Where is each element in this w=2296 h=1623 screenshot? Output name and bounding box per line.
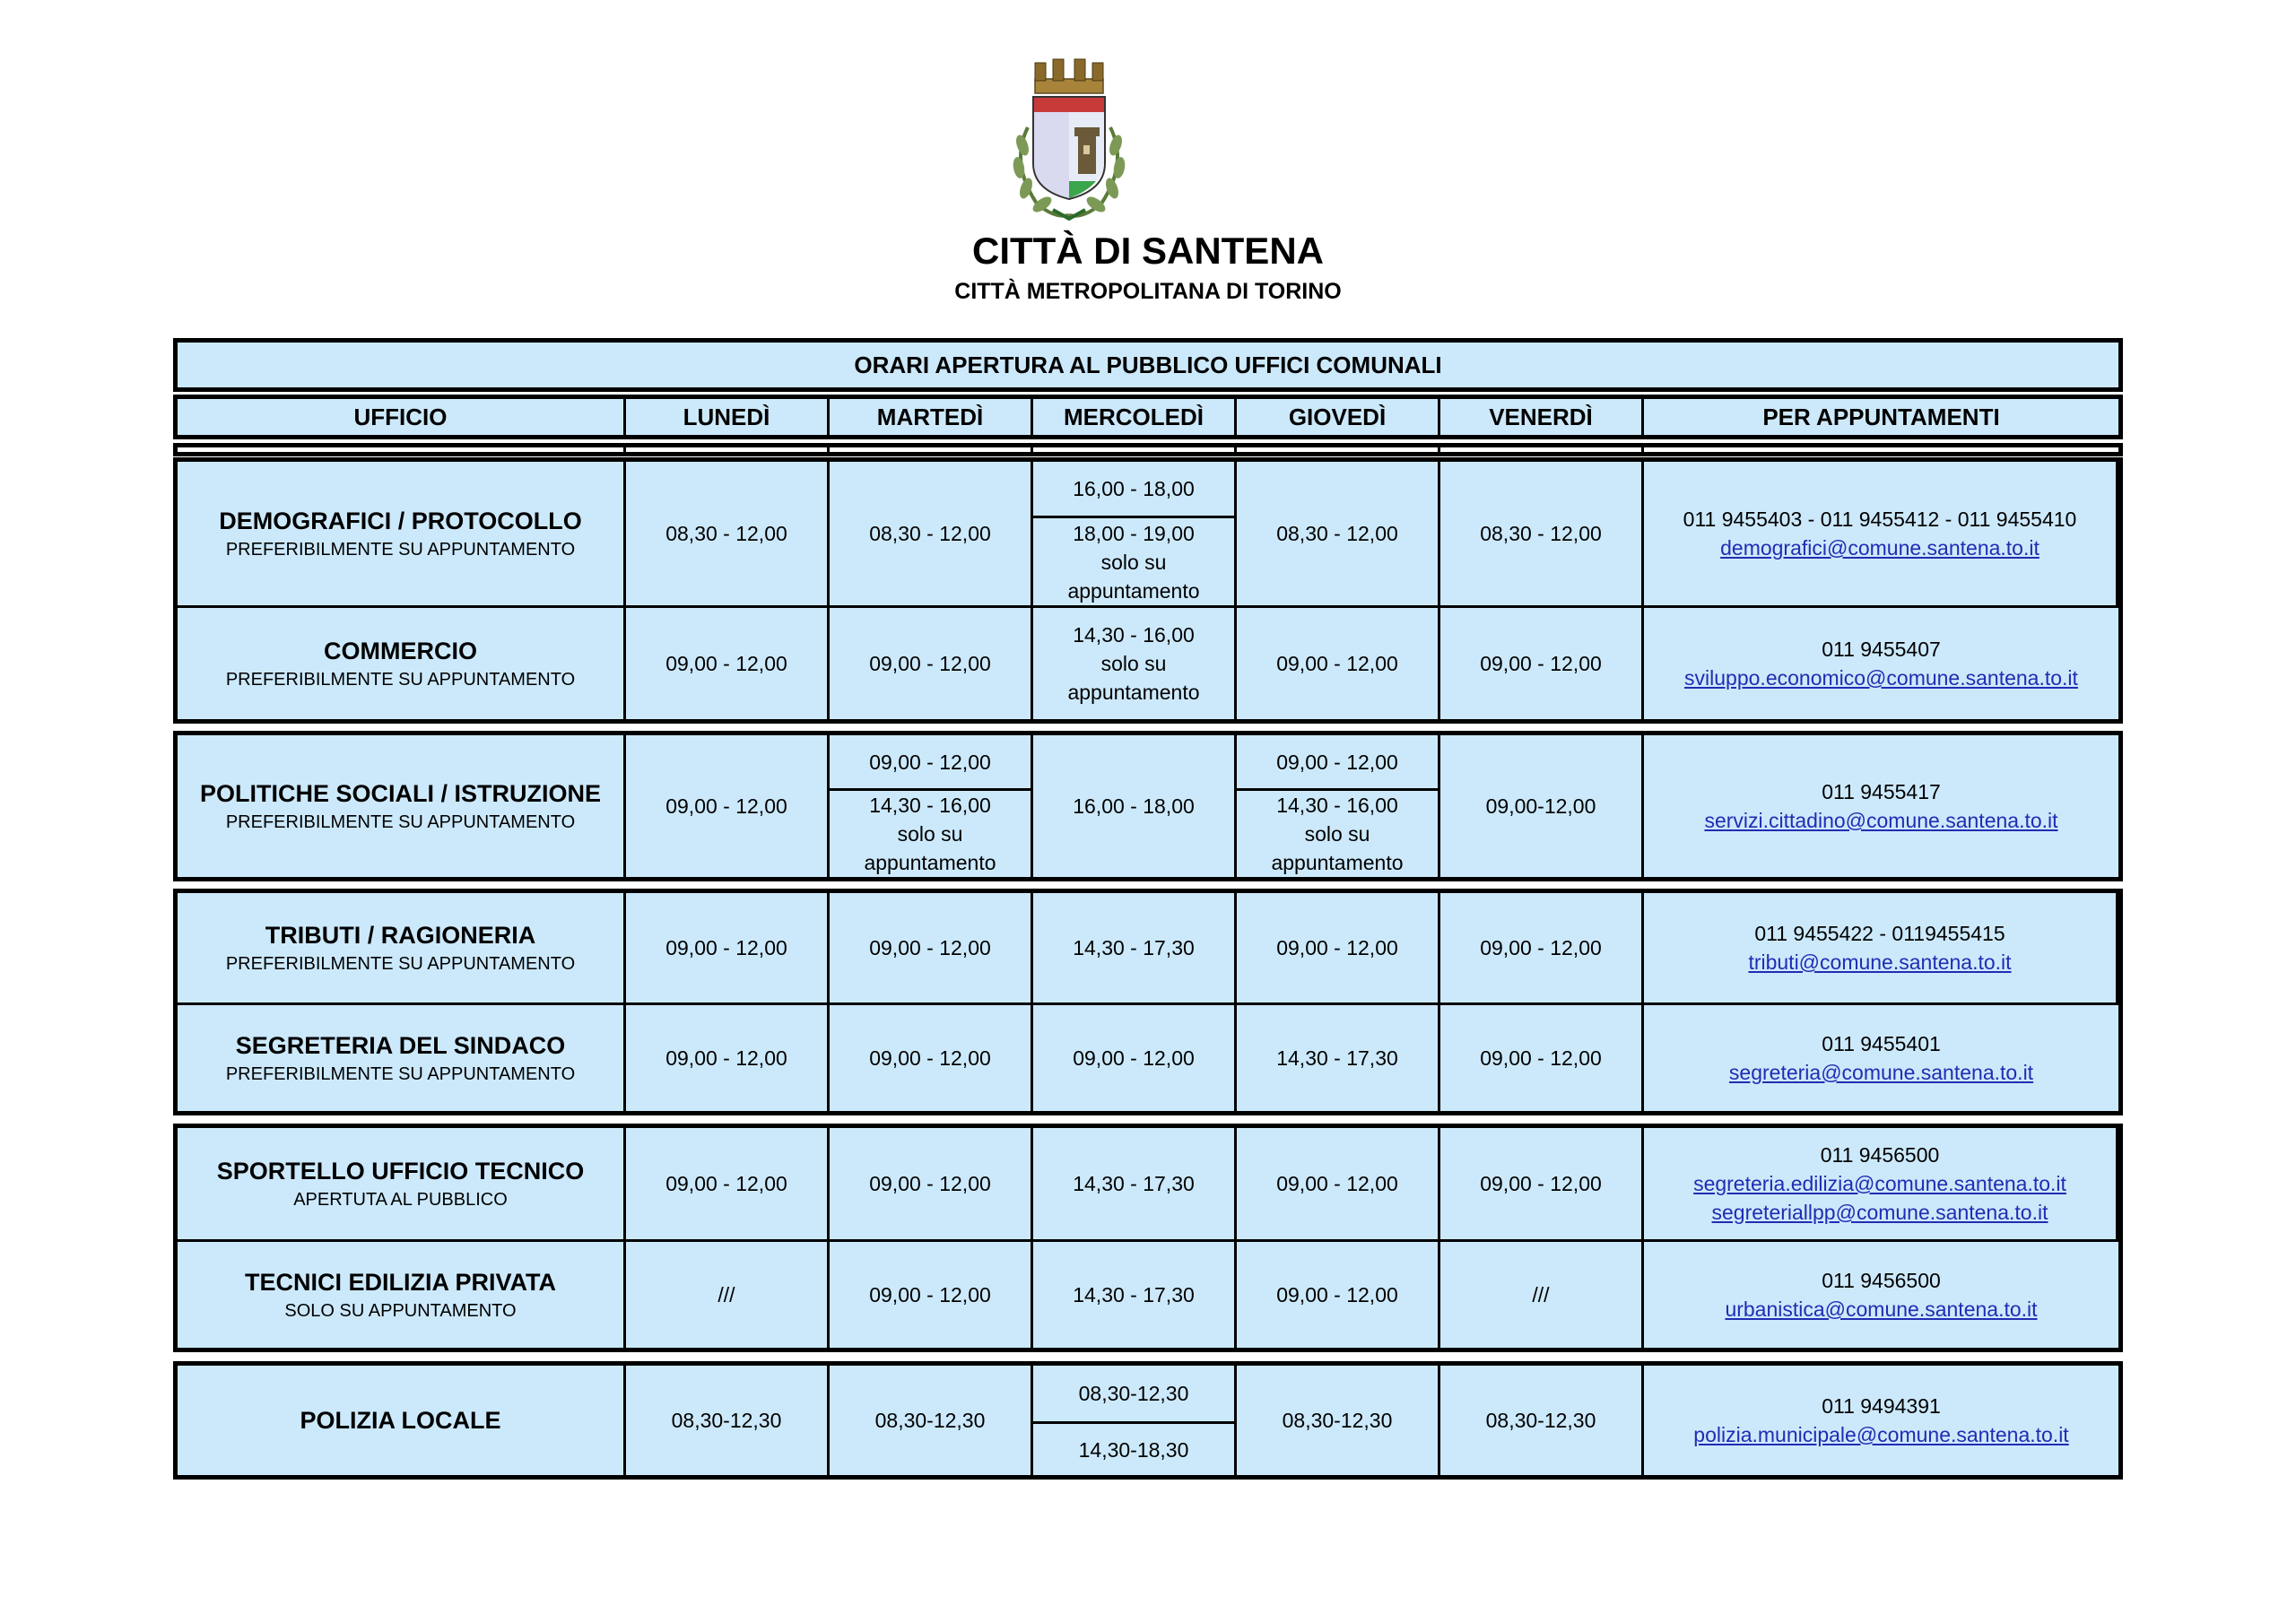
contact-cell xyxy=(1644,608,2118,719)
column-header-appointments: PER APPUNTAMENTI xyxy=(1762,404,2000,430)
email-link[interactable]: segreteriallpp@comune.santena.to.it xyxy=(1711,1201,2048,1224)
contact-cell xyxy=(1644,893,2118,1005)
hours-slot: 18,00 - 19,00 xyxy=(1073,521,1195,545)
table-title-bar xyxy=(173,338,2123,392)
contact-cell xyxy=(1644,1005,2118,1111)
hours-monday: /// xyxy=(626,1242,830,1348)
hours-wednesday: 14,30 - 17,30 xyxy=(1033,893,1237,1005)
office-note: SOLO SU APPUNTAMENTO xyxy=(284,1301,517,1321)
hours-monday: 08,30-12,30 xyxy=(626,1366,830,1475)
table-row xyxy=(178,1128,626,1242)
hours-friday: 09,00 - 12,00 xyxy=(1440,1128,1644,1242)
hours-slot: 08,30-12,30 xyxy=(1078,1382,1189,1405)
table-block-4 xyxy=(173,1124,2123,1352)
phone-numbers: 011 9455407 xyxy=(1822,638,1941,661)
hours-monday: 09,00 - 12,00 xyxy=(626,735,830,877)
phone-numbers: 011 9456500 xyxy=(1822,1269,1941,1292)
office-name: SPORTELLO UFFICIO TECNICO xyxy=(216,1158,585,1185)
hours-friday: 09,00 - 12,00 xyxy=(1440,608,1644,719)
table-block-2 xyxy=(173,731,2123,881)
phone-numbers: 011 9456500 xyxy=(1820,1143,1940,1167)
hours-monday: 09,00 - 12,00 xyxy=(626,1005,830,1111)
office-name: TRIBUTI / RAGIONERIA xyxy=(265,922,536,949)
table-row xyxy=(178,462,626,608)
hours-monday: 08,30 - 12,00 xyxy=(626,462,830,608)
office-name: SEGRETERIA DEL SINDACO xyxy=(235,1032,566,1059)
office-note: APERTUTA AL PUBBLICO xyxy=(293,1190,508,1210)
table-row xyxy=(178,1366,626,1475)
hours-note: solo su xyxy=(1100,652,1167,675)
hours-wednesday: 16,00 - 18,00 xyxy=(1033,735,1237,877)
hours-wednesday xyxy=(1033,608,1237,719)
table-header xyxy=(173,395,2123,439)
table-row xyxy=(178,735,626,877)
hours-friday: 08,30-12,30 xyxy=(1440,1366,1644,1475)
phone-numbers: 011 9455422 - 0119455415 xyxy=(1754,922,2005,945)
office-note: PREFERIBILMENTE SU APPUNTAMENTO xyxy=(225,540,576,560)
hours-tuesday: 08,30 - 12,00 xyxy=(830,462,1033,608)
hours-note: appuntamento xyxy=(1271,851,1404,874)
hours-thursday: 09,00 - 12,00 xyxy=(1237,1242,1440,1348)
office-note: PREFERIBILMENTE SU APPUNTAMENTO xyxy=(225,954,576,974)
email-link[interactable]: polizia.municipale@comune.santena.to.it xyxy=(1693,1423,2069,1446)
hours-slot: 09,00 - 12,00 xyxy=(869,750,991,774)
email-link[interactable]: segreteria.edilizia@comune.santena.to.it xyxy=(1693,1172,2066,1195)
contact-cell xyxy=(1644,1366,2118,1475)
header-spacer xyxy=(173,443,2123,456)
table-row xyxy=(178,893,626,1005)
page-title: CITTÀ DI SANTENA xyxy=(972,230,1324,272)
hours-slot: 14,30 - 16,00 xyxy=(1073,623,1195,647)
phone-numbers: 011 9455417 xyxy=(1822,780,1941,803)
hours-thursday: 09,00 - 12,00 xyxy=(1237,893,1440,1005)
hours-note: appuntamento xyxy=(1067,578,1200,603)
hours-wednesday xyxy=(1033,1366,1237,1475)
hours-note: solo su xyxy=(1304,822,1370,846)
hours-thursday: 09,00 - 12,00 xyxy=(1237,1128,1440,1242)
phone-numbers: 011 9455403 - 011 9455412 - 011 9455410 xyxy=(1683,508,2077,531)
office-name: DEMOGRAFICI / PROTOCOLLO xyxy=(219,508,582,534)
email-link[interactable]: segreteria@comune.santena.to.it xyxy=(1728,1061,2034,1084)
phone-numbers: 011 9494391 xyxy=(1822,1394,1941,1418)
email-link[interactable]: tributi@comune.santena.to.it xyxy=(1748,950,2012,974)
table-block-1 xyxy=(173,457,2123,724)
hours-thursday: 14,30 - 17,30 xyxy=(1237,1005,1440,1111)
hours-friday: 09,00 - 12,00 xyxy=(1440,893,1644,1005)
hours-thursday xyxy=(1237,735,1440,877)
table-title: ORARI APERTURA AL PUBBLICO UFFICI COMUNALI xyxy=(854,351,1442,378)
hours-wednesday: 14,30 - 17,30 xyxy=(1033,1128,1237,1242)
office-note: PREFERIBILMENTE SU APPUNTAMENTO xyxy=(225,670,576,690)
email-link[interactable]: urbanistica@comune.santena.to.it xyxy=(1725,1298,2038,1321)
hours-note: solo su xyxy=(897,822,963,846)
office-name: COMMERCIO xyxy=(324,638,477,664)
hours-tuesday: 08,30-12,30 xyxy=(830,1366,1033,1475)
column-header-monday: LUNEDÌ xyxy=(626,399,830,435)
table-row xyxy=(178,608,626,719)
contact-cell xyxy=(1644,1128,2118,1242)
phone-numbers: 011 9455401 xyxy=(1822,1032,1941,1055)
column-header-wednesday: MERCOLEDÌ xyxy=(1033,399,1237,435)
hours-thursday: 09,00 - 12,00 xyxy=(1237,608,1440,719)
contact-cell xyxy=(1644,1242,2118,1348)
hours-monday: 09,00 - 12,00 xyxy=(626,893,830,1005)
hours-wednesday: 14,30 - 17,30 xyxy=(1033,1242,1237,1348)
office-note: PREFERIBILMENTE SU APPUNTAMENTO xyxy=(225,1064,576,1084)
email-link[interactable]: servizi.cittadino@comune.santena.to.it xyxy=(1704,809,2058,832)
hours-tuesday: 09,00 - 12,00 xyxy=(830,1128,1033,1242)
table-row xyxy=(178,1242,626,1348)
hours-note: solo su xyxy=(1100,550,1167,574)
table-row xyxy=(178,1005,626,1111)
hours-note: appuntamento xyxy=(864,851,996,874)
page-subtitle: CITTÀ METROPOLITANA DI TORINO xyxy=(954,279,1342,304)
column-header-friday: VENERDÌ xyxy=(1440,399,1644,435)
hours-tuesday: 09,00 - 12,00 xyxy=(830,608,1033,719)
column-header-office: UFFICIO xyxy=(178,399,626,435)
hours-friday: /// xyxy=(1440,1242,1644,1348)
hours-slot: 14,30 - 16,00 xyxy=(1276,794,1398,817)
column-header-tuesday: MARTEDÌ xyxy=(830,399,1033,435)
hours-slot: 09,00 - 12,00 xyxy=(1276,750,1398,774)
hours-monday: 09,00 - 12,00 xyxy=(626,1128,830,1242)
contact-cell xyxy=(1644,462,2118,608)
office-name: TECNICI EDILIZIA PRIVATA xyxy=(245,1269,556,1296)
hours-tuesday: 09,00 - 12,00 xyxy=(830,1005,1033,1111)
table-block-3 xyxy=(173,889,2123,1115)
hours-slot: 16,00 - 18,00 xyxy=(1073,477,1195,500)
hours-thursday: 08,30 - 12,00 xyxy=(1237,462,1440,608)
office-note: PREFERIBILMENTE SU APPUNTAMENTO xyxy=(225,812,576,832)
hours-friday: 09,00-12,00 xyxy=(1440,735,1644,877)
hours-thursday: 08,30-12,30 xyxy=(1237,1366,1440,1475)
hours-tuesday: 09,00 - 12,00 xyxy=(830,893,1033,1005)
hours-slot: 14,30 - 16,00 xyxy=(869,794,991,817)
contact-cell xyxy=(1644,735,2118,877)
hours-note: appuntamento xyxy=(1067,681,1200,704)
hours-monday: 09,00 - 12,00 xyxy=(626,608,830,719)
hours-wednesday: 09,00 - 12,00 xyxy=(1033,1005,1237,1111)
hours-tuesday: 09,00 - 12,00 xyxy=(830,1242,1033,1348)
email-link[interactable]: demografici@comune.santena.to.it xyxy=(1720,536,2039,560)
column-header-thursday: GIOVEDÌ xyxy=(1237,399,1440,435)
email-link[interactable]: sviluppo.economico@comune.santena.to.it xyxy=(1684,666,2078,690)
city-crest-icon xyxy=(1001,56,1137,226)
hours-friday: 08,30 - 12,00 xyxy=(1440,462,1644,608)
table-block-5 xyxy=(173,1361,2123,1480)
office-name: POLIZIA LOCALE xyxy=(300,1407,501,1434)
hours-slot: 14,30-18,30 xyxy=(1033,1421,1234,1475)
hours-friday: 09,00 - 12,00 xyxy=(1440,1005,1644,1111)
hours-wednesday xyxy=(1033,462,1237,608)
office-name: POLITICHE SOCIALI / ISTRUZIONE xyxy=(199,780,602,807)
hours-tuesday xyxy=(830,735,1033,877)
